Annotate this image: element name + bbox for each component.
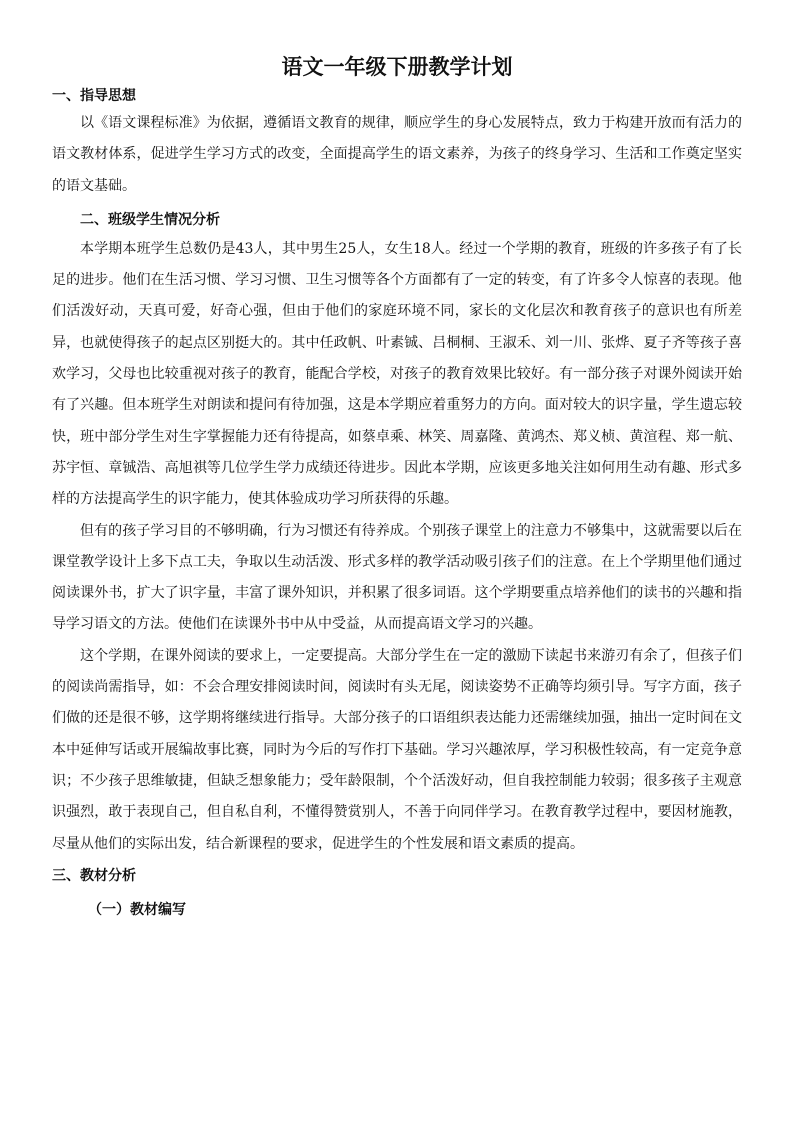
sub-heading-textbook-compilation: （一）教材编写	[88, 901, 186, 918]
document-page	[52, 52, 742, 922]
paragraph-class-analysis-3: 这个学期，在课外阅读的要求上，一定要提高。大部分学生在一定的激励下读起书来游刃有余了，但孩子们的阅读尚需指导，如：不会合理安排阅读时间，阅读时有头无尾，阅读姿势不正确等均须引导。写字方面，孩子们做的还是很不够，这学期将继续进行指导。大部分孩子的口语组织表达能力还需继续加强，抽出一定时间在文本中延伸写话或开展编故事比赛，同时为今后的写作打下基础。学习兴趣浓厚，学习积极性较高，有一定竞争意识；不少孩子思维敏捷，但缺乏想象能力；受年龄限制，个个活泼好动，但自我控制能力较弱；很多孩子主观意识强烈，敢于表现自己，但自私自利，不懂得赞赏别人，不善于向同伴学习。在教育教学过程中，要因材施教，尽量从他们的实际出发，结合新课程的要求，促进学生的个性发展和语文素质的提高。	[52, 647, 742, 852]
paragraph-class-analysis-1: 本学期本班学生总数仍是43人，其中男生25人，女生18人。经过一个学期的教育，班级的许多孩子有了长足的进步。他们在生活习惯、学习习惯、卫生习惯等各个方面都有了一定的转变，有了许多令人惊喜的表现。他们活泼好动，天真可爱，好奇心强，但由于他们的家庭环境不同，家长的文化层次和教育孩子的意识也有所差异，也就使得孩子的起点区别挺大的。其中任政帆、叶素铖、吕桐桐、王淑禾、刘一川、张烨、夏子齐等孩子喜欢学习，父母也比较重视对孩子的教育，能配合学校，对孩子的教育效果比较好。有一部分孩子对课外阅读开始有了兴趣。但本班学生对朗读和提问有待加强，这是本学期应着重努力的方向。面对较大的识字量，学生遗忘较快，班中部分学生对生字掌握能力还有待提高，如蔡卓乘、林笑、周嘉隆、黄鸿杰、郑义桢、黄渲程、郑一航、苏宇恒、章铖浩、高旭祺等几位学生学力成绩还待进步。因此本学期，应该更多地关注如何用生动有趣、形式多样的方法提高学生的识字能力，使其体验成功学习所获得的乐趣。	[52, 240, 742, 508]
paragraph-class-analysis-2: 但有的孩子学习目的不够明确，行为习惯还有待养成。个别孩子课堂上的注意力不够集中，这就需要以后在课堂教学设计上多下点工夫，争取以生动活泼、形式多样的教学活动吸引孩子们的注意。在上个学期里他们通过阅读课外书，扩大了识字量，丰富了课外知识，并积累了很多词语。这个学期要重点培养他们的读书的兴趣和指导学习语文的方法。使他们在读课外书中从中受益，从而提高语文学习的兴趣。	[52, 522, 742, 633]
paragraph-guiding-ideology: 以《语文课程标准》为依据，遵循语文教育的规律，顺应学生的身心发展特点，致力于构建开放而有活力的语文教材体系，促进学生学习方式的改变，全面提高学生的语文素养，为孩子的终身学习、生活和工作奠定坚实的语文基础。	[52, 115, 742, 194]
section-heading-guiding-ideology: 一、指导思想	[52, 88, 136, 104]
section-heading-textbook-analysis: 三、教材分析	[52, 867, 136, 884]
section-heading-class-analysis: 二、班级学生情况分析	[80, 211, 220, 228]
document-title: 语文一年级下册教学计划	[281, 55, 513, 79]
